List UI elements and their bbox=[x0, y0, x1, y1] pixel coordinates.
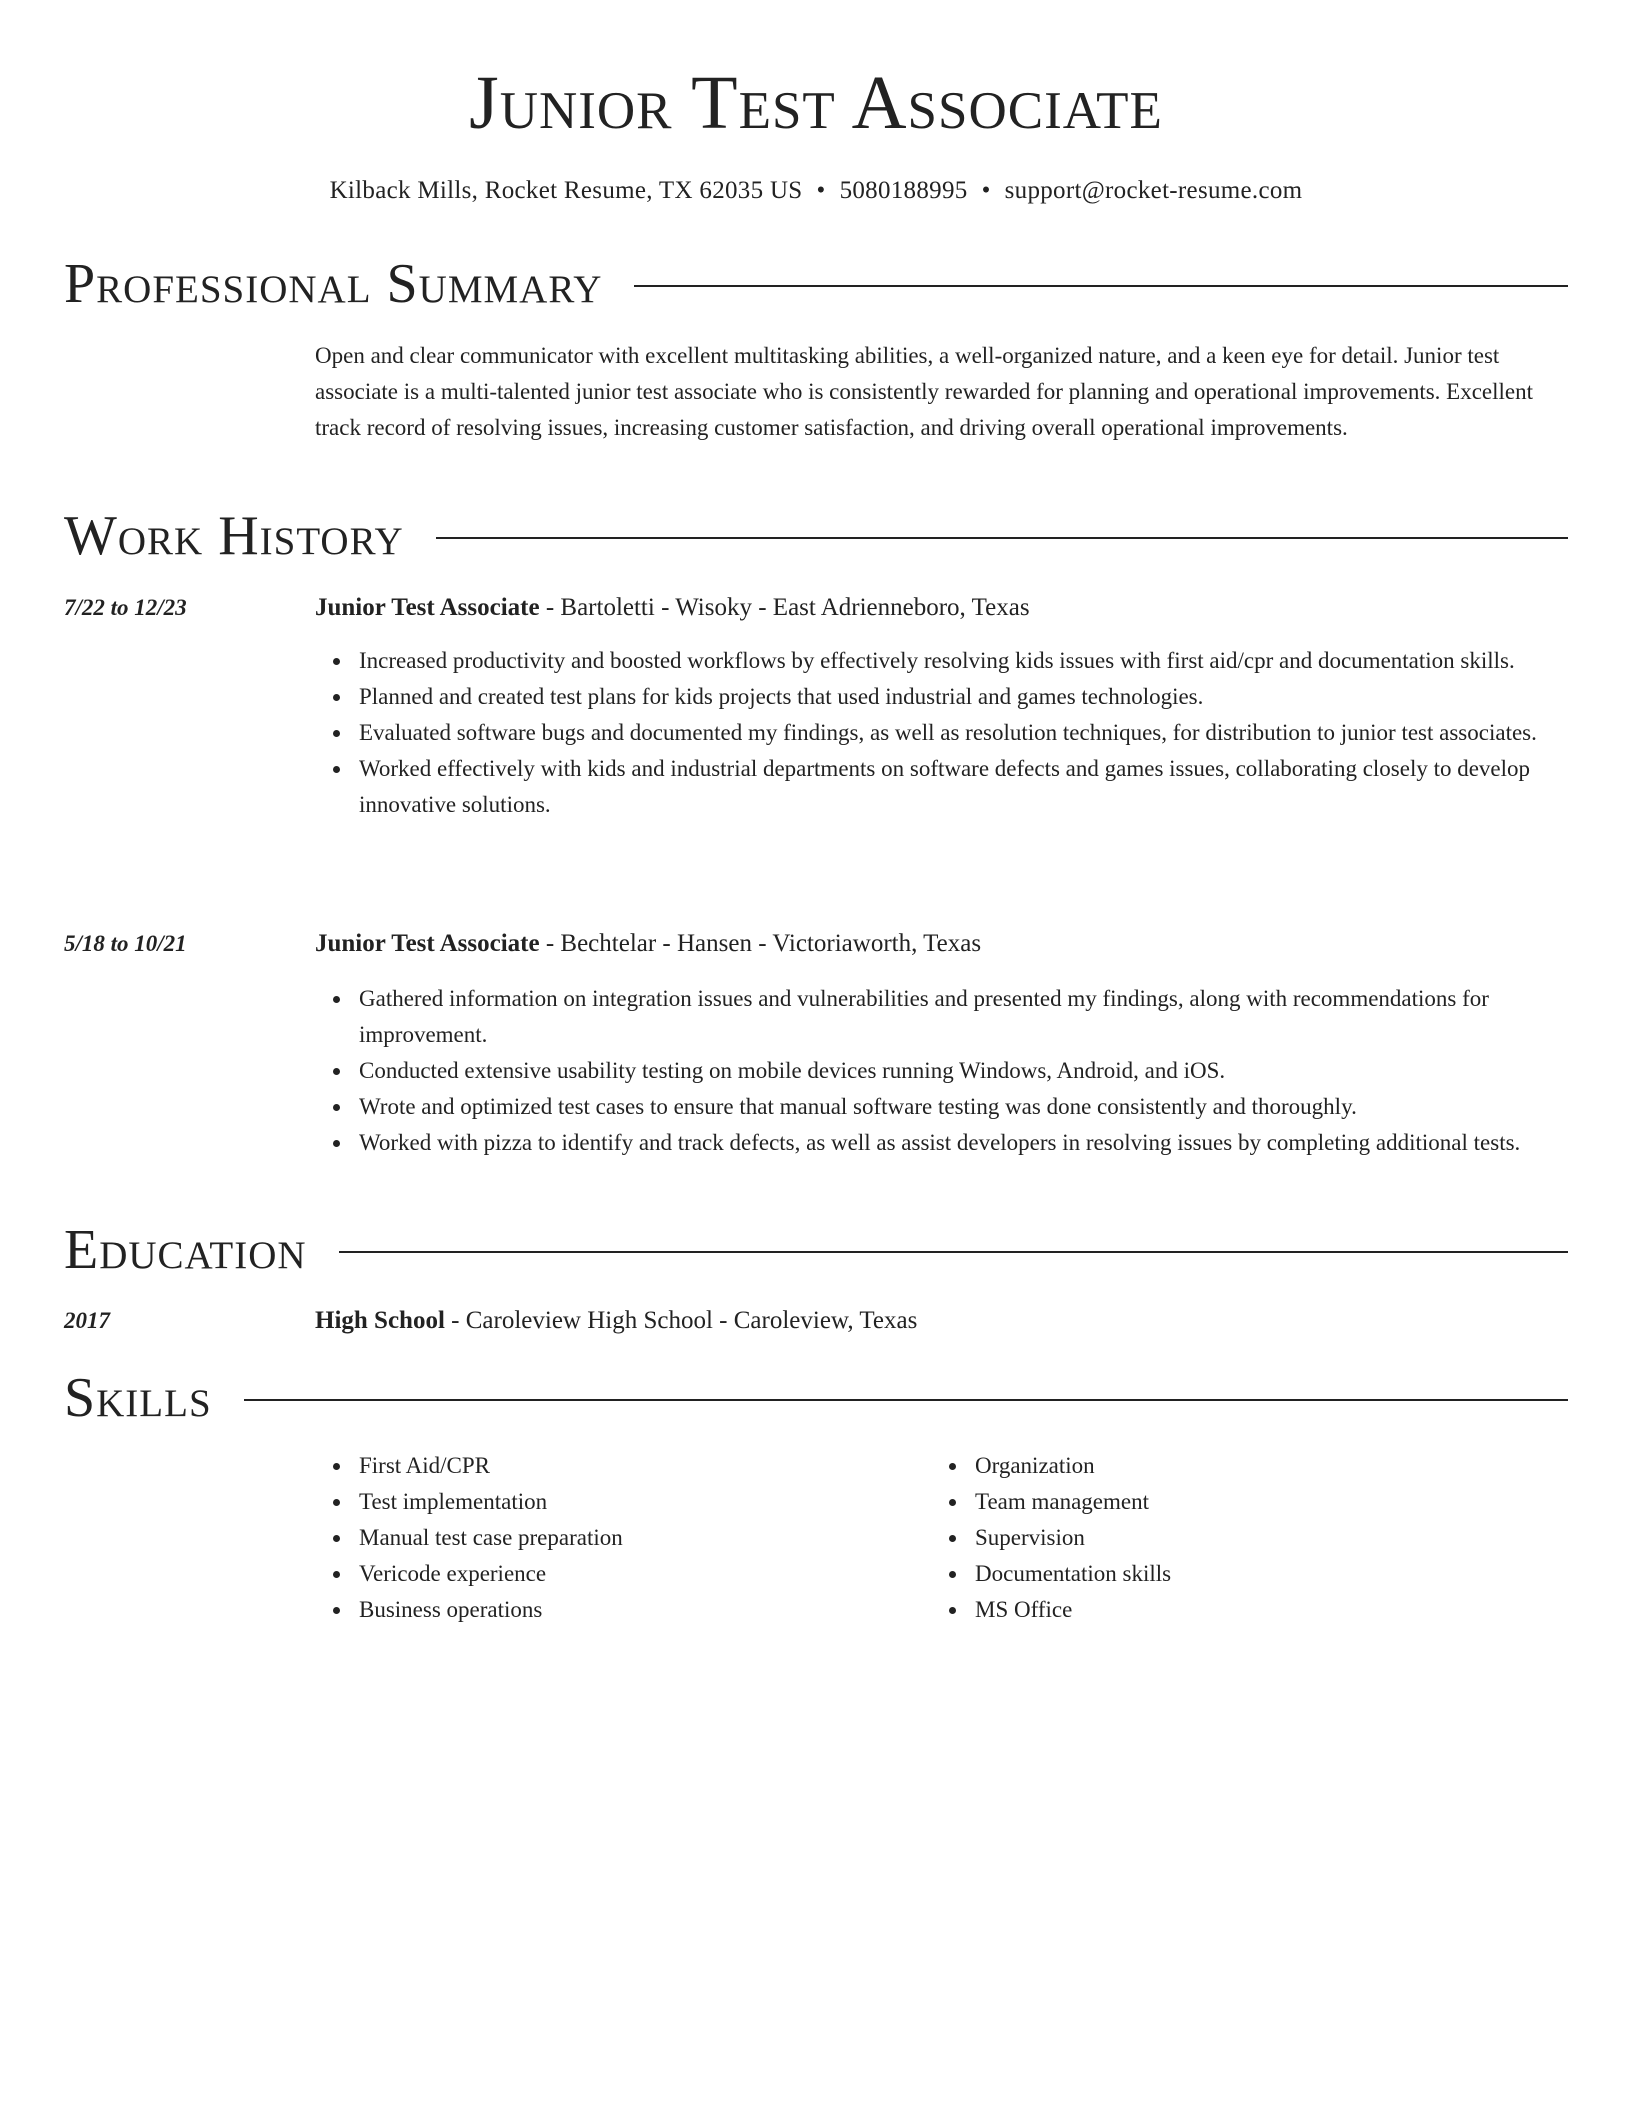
education-year: 2017 bbox=[64, 1308, 110, 1333]
section-header-summary bbox=[64, 252, 1568, 316]
contact-line bbox=[0, 174, 1632, 208]
job-title-line bbox=[315, 926, 1568, 962]
job-employer: - Bartoletti - Wisoky - East Adrienneboro, Texas bbox=[539, 594, 1030, 621]
job-bullet: Worked effectively with kids and industrial departments on software defects and games issues, collaborating closely to develop innovative solutions. bbox=[359, 751, 1572, 823]
skill-item: Test implementation bbox=[359, 1484, 919, 1520]
job-bullet: Evaluated software bugs and documented my findings, as well as resolution techniques, for distribution to junior test associates. bbox=[359, 715, 1572, 751]
job-bullet: Increased productivity and boosted workflows by effectively resolving kids issues with first aid/cpr and documentation skills. bbox=[359, 643, 1572, 679]
skills-list-left bbox=[315, 1448, 919, 1628]
job-dates: 7/22 to 12/23 bbox=[64, 595, 187, 620]
job-bullet: Planned and created test plans for kids projects that used industrial and games technologies. bbox=[359, 679, 1572, 715]
job-bullet-list bbox=[315, 981, 1572, 1161]
contact-separator: • bbox=[816, 177, 826, 204]
section-divider bbox=[436, 537, 1568, 539]
section-title-work-history: Work History bbox=[64, 505, 404, 567]
job-title-line bbox=[315, 590, 1568, 626]
education-line bbox=[315, 1303, 1568, 1339]
section-divider bbox=[244, 1399, 1568, 1401]
skill-item: Documentation skills bbox=[975, 1556, 1535, 1592]
job-employer: - Bechtelar - Hansen - Victoriaworth, Texas bbox=[539, 930, 982, 957]
skill-item: Vericode experience bbox=[359, 1556, 919, 1592]
skill-item: Business operations bbox=[359, 1592, 919, 1628]
skill-item: Team management bbox=[975, 1484, 1535, 1520]
skill-item: Supervision bbox=[975, 1520, 1535, 1556]
skill-item: Organization bbox=[975, 1448, 1535, 1484]
contact-email: support@rocket-resume.com bbox=[1004, 177, 1303, 204]
section-title-skills: Skills bbox=[64, 1367, 212, 1429]
section-divider bbox=[339, 1251, 1568, 1253]
candidate-name: Junior Test Associate bbox=[469, 61, 1163, 145]
skill-item: First Aid/CPR bbox=[359, 1448, 919, 1484]
education-degree: High School bbox=[315, 1307, 445, 1334]
contact-separator: • bbox=[981, 177, 991, 204]
skill-item: Manual test case preparation bbox=[359, 1520, 919, 1556]
section-header-skills bbox=[64, 1366, 1568, 1430]
section-header-education bbox=[64, 1218, 1568, 1282]
job-bullet: Worked with pizza to identify and track defects, as well as assist developers in resolving issues by completing additional tests. bbox=[359, 1125, 1572, 1161]
section-divider bbox=[634, 285, 1568, 287]
job-dates: 5/18 to 10/21 bbox=[64, 931, 187, 956]
section-title-education: Education bbox=[64, 1219, 307, 1281]
job-title: Junior Test Associate bbox=[315, 594, 540, 621]
skill-item: MS Office bbox=[975, 1592, 1535, 1628]
job-title: Junior Test Associate bbox=[315, 930, 540, 957]
job-bullet: Conducted extensive usability testing on mobile devices running Windows, Android, and iOS. bbox=[359, 1053, 1572, 1089]
education-school: - Caroleview High School - Caroleview, Texas bbox=[444, 1307, 918, 1334]
contact-phone: 5080188995 bbox=[839, 177, 968, 204]
skills-list-right bbox=[931, 1448, 1535, 1628]
job-bullet: Gathered information on integration issues and vulnerabilities and presented my findings, along with recommendations for improvement. bbox=[359, 981, 1572, 1053]
section-header-work-history bbox=[64, 504, 1568, 568]
contact-address: Kilback Mills, Rocket Resume, TX 62035 US bbox=[329, 177, 803, 204]
job-bullet-list bbox=[315, 643, 1572, 823]
summary-text: Open and clear communicator with excellent multitasking abilities, a well-organized nature, and a keen eye for detail. Junior test associate is a multi-talented junior test associate who is consistently rewarded for planning and operational improvements. Excellent track record of resolving issues, increasing customer satisfaction, and driving overall operational improvements. bbox=[315, 343, 1534, 440]
job-bullet: Wrote and optimized test cases to ensure that manual software testing was done consistently and thoroughly. bbox=[359, 1089, 1572, 1125]
section-title-summary: Professional Summary bbox=[64, 253, 603, 315]
